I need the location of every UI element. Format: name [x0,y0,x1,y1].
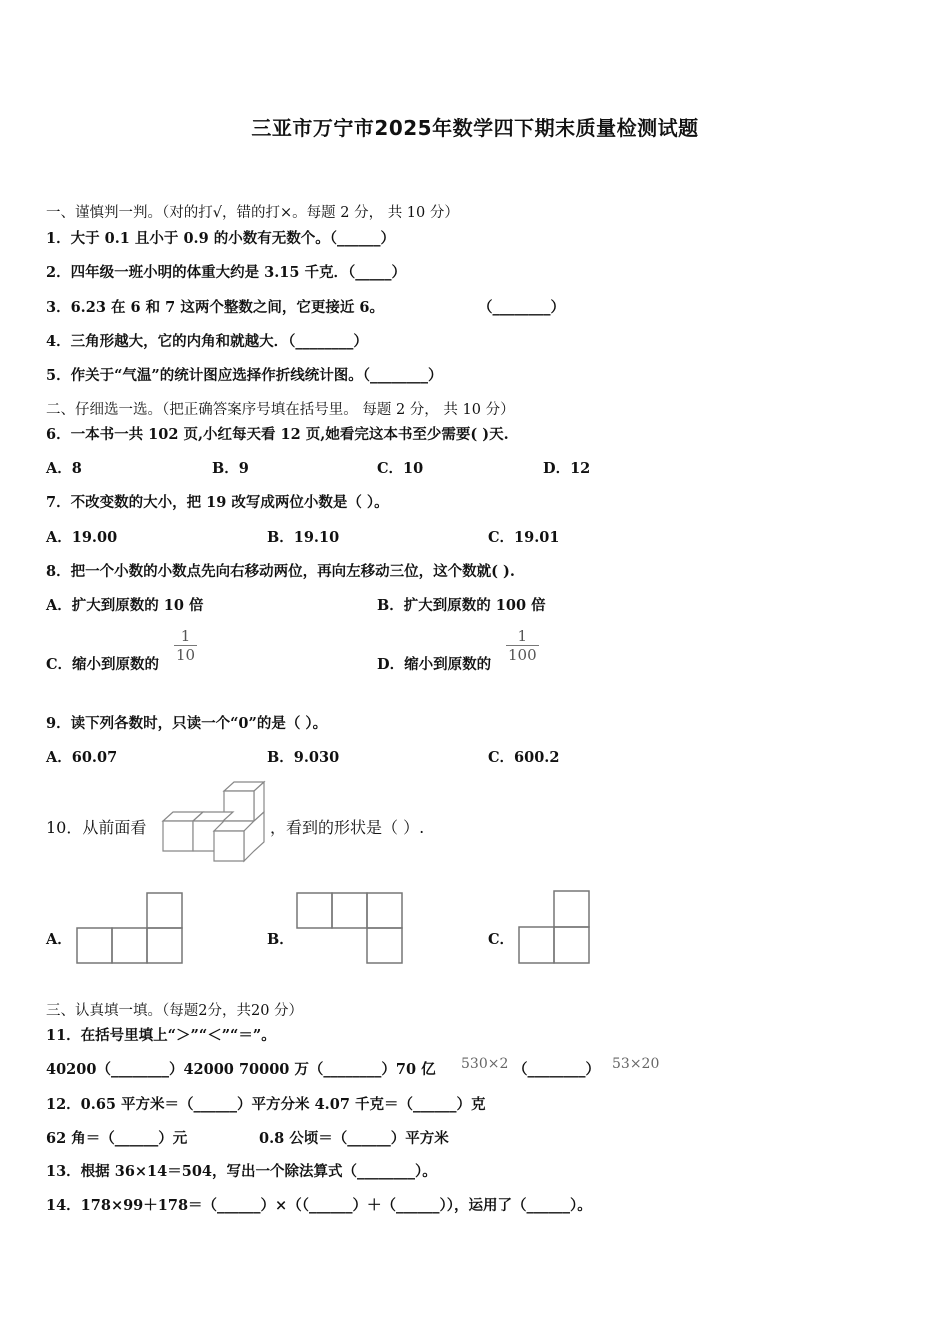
fraction-numerator: 1 [180,627,191,645]
shape-option-a [76,891,184,965]
question-1: 1．大于 0.1 且小于 0.9 的小数有无数个。（______） [46,230,395,247]
question-7: 7．不改变数的大小，把 19 改写成两位小数是（ ）。 [46,494,389,511]
section-2-header: 二、仔细选一选。（把正确答案序号填在括号里。 每题 2 分， 共 10 分） [46,402,515,418]
question-9-option-c: C．600.2 [488,749,560,766]
question-8-option-c: C．缩小到原数的 [46,656,160,673]
question-11-line: 40200（________）42000 70000 万（________）70 亿 [46,1061,436,1078]
question-10-option-a: A． [46,931,72,948]
question-7-option-c: C．19.01 [488,529,560,546]
fraction-denominator: 10 [176,646,196,664]
question-8-option-a: A．扩大到原数的 10 倍 [46,597,204,614]
question-14: 14．178×99＋178＝（______）×（（______）＋（______）），运用了（______）。 [46,1197,592,1214]
shape-option-b [296,891,404,965]
fraction-one-hundredth [506,627,539,664]
question-11-expression-1: 530×2 [461,1056,509,1072]
shape-option-c [518,889,592,965]
fraction-one-tenth [174,627,197,664]
question-2: 2．四年级一班小明的体重大约是 3.15 千克．（_____） [46,264,406,281]
question-11-blank: （________） [513,1061,600,1078]
question-4: 4．三角形越大，它的内角和就越大．（________） [46,333,368,350]
question-8-option-d: D．缩小到原数的 [377,656,492,673]
question-12-line-2a: 62 角＝（______）元 [46,1130,188,1147]
question-6-option-b: B．9 [212,460,249,477]
question-8-option-b: B．扩大到原数的 100 倍 [377,597,546,614]
fraction-denominator: 100 [508,646,537,664]
cube-stack-figure [160,779,270,864]
question-3-blank: （________） [478,299,565,316]
question-9: 9．读下列各数时，只读一个“0”的是（ ）。 [46,715,328,732]
question-7-option-a: A．19.00 [46,529,118,546]
question-6-option-d: D．12 [543,460,591,477]
question-12-line-2b: 0.8 公顷＝（______）平方米 [259,1130,449,1147]
question-13: 13．根据 36×14＝504，写出一个除法算式（________）。 [46,1163,437,1180]
question-11-expression-2: 53×20 [612,1056,660,1072]
section-3-header: 三、认真填一填。（每题2分，共20 分） [46,1003,304,1019]
question-6: 6．一本书一共 102 页,小红每天看 12 页,她看完这本书至少需要( )天. [46,426,509,443]
question-9-option-b: B．9.030 [267,749,340,766]
question-6-option-c: C．10 [377,460,424,477]
question-10-prefix: 10．从前面看 [46,818,147,837]
question-11: 11．在括号里填上“＞”“＜”“＝”。 [46,1027,276,1044]
question-9-option-a: A．60.07 [46,749,118,766]
question-10-option-b: B． [267,931,294,948]
question-8: 8．把一个小数的小数点先向右移动两位，再向左移动三位，这个数就( ). [46,563,515,580]
question-6-option-a: A．8 [46,460,82,477]
question-7-option-b: B．19.10 [267,529,340,546]
question-12-line-1: 12．0.65 平方米＝（______）平方分米 4.07 千克＝（______）克 [46,1096,486,1113]
page-title: 三亚市万宁市2025年数学四下期末质量检测试题 [251,116,699,140]
fraction-numerator: 1 [517,627,528,645]
question-10-option-c: C． [488,931,515,948]
question-10-suffix: ，看到的形状是（ ）. [270,818,425,837]
section-1-header: 一、谨慎判一判。（对的打√，错的打×。每题 2 分， 共 10 分） [46,205,459,221]
question-5: 5．作关于“气温”的统计图应选择作折线统计图。（________） [46,367,443,384]
question-3: 3．6.23 在 6 和 7 这两个整数之间，它更接近 6。 [46,299,384,316]
